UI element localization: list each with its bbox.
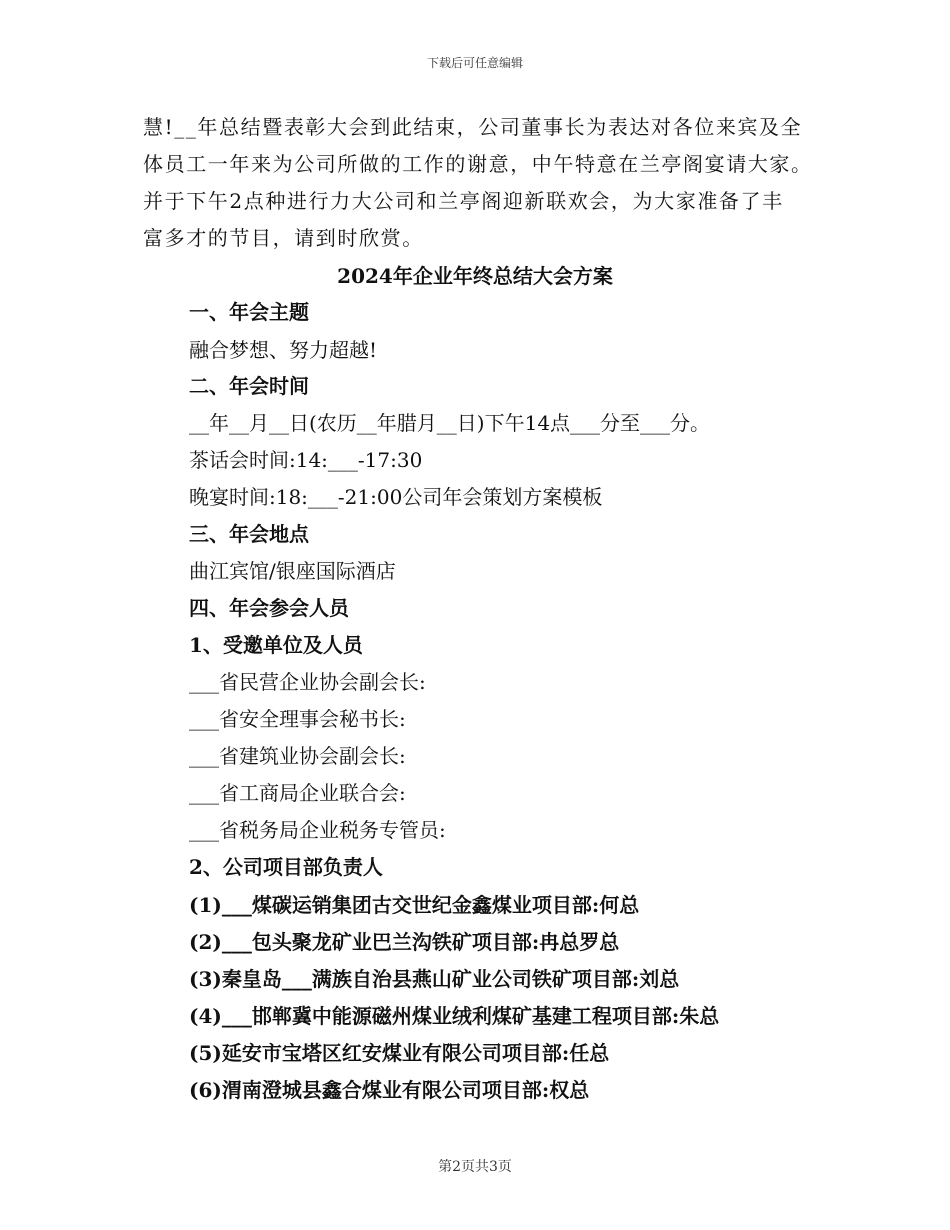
- project-item: (2)___包头聚龙矿业巴兰沟铁矿项目部:冉总罗总: [189, 930, 620, 954]
- intro-line: 慧!__年总结暨表彰大会到此结束，公司董事长为表达对各位来宾及全: [143, 115, 803, 139]
- time-line: 茶话会时间:14:___-17:30: [189, 448, 423, 472]
- location-text: 曲江宾馆/银座国际酒店: [189, 559, 396, 583]
- theme-text: 融合梦想、努力超越!: [189, 338, 378, 362]
- invited-item: ___省民营企业协会副会长:: [189, 670, 426, 694]
- time-line: 晚宴时间:18:___-21:00公司年会策划方案模板: [189, 485, 603, 509]
- page-footer: 第2页共3页: [438, 1159, 512, 1175]
- invited-item: ___省安全理事会秘书长:: [189, 707, 406, 731]
- invited-item: ___省工商局企业联合会:: [189, 781, 406, 805]
- page-header: 下载后可任意编辑: [426, 56, 523, 70]
- time-line: __年__月__日(农历__年腊月__日)下午14点___分至___分。: [189, 411, 711, 435]
- project-item: (1)___煤碳运销集团古交世纪金鑫煤业项目部:何总: [189, 893, 640, 917]
- intro-line: 富多才的节目，请到时欣赏。: [143, 226, 424, 250]
- section-heading-attendees: 四、年会参会人员: [189, 596, 349, 620]
- project-item: (3)秦皇岛___满族自治县燕山矿业公司铁矿项目部:刘总: [189, 967, 680, 991]
- section-heading-time: 二、年会时间: [189, 374, 309, 398]
- intro-line: 体员工一年来为公司所做的工作的谢意，中午特意在兰亭阁宴请大家。: [143, 152, 813, 176]
- project-item: (5)延安市宝塔区红安煤业有限公司项目部:任总: [189, 1041, 610, 1065]
- subheading-projects: 2、公司项目部负责人: [189, 855, 383, 879]
- invited-item: ___省建筑业协会副会长:: [189, 744, 406, 768]
- document-title: 2024年企业年终总结大会方案: [337, 264, 613, 288]
- subheading-invited: 1、受邀单位及人员: [189, 633, 363, 657]
- project-item: (4)___邯郸冀中能源磁州煤业绒利煤矿基建工程项目部:朱总: [189, 1004, 720, 1028]
- intro-line: 并于下午2点种进行力大公司和兰亭阁迎新联欢会，为大家准备了丰: [143, 189, 784, 213]
- section-heading-location: 三、年会地点: [189, 522, 309, 546]
- invited-item: ___省税务局企业税务专管员:: [189, 818, 446, 842]
- project-item: (6)渭南澄城县鑫合煤业有限公司项目部:权总: [189, 1078, 590, 1102]
- section-heading-theme: 一、年会主题: [189, 300, 309, 324]
